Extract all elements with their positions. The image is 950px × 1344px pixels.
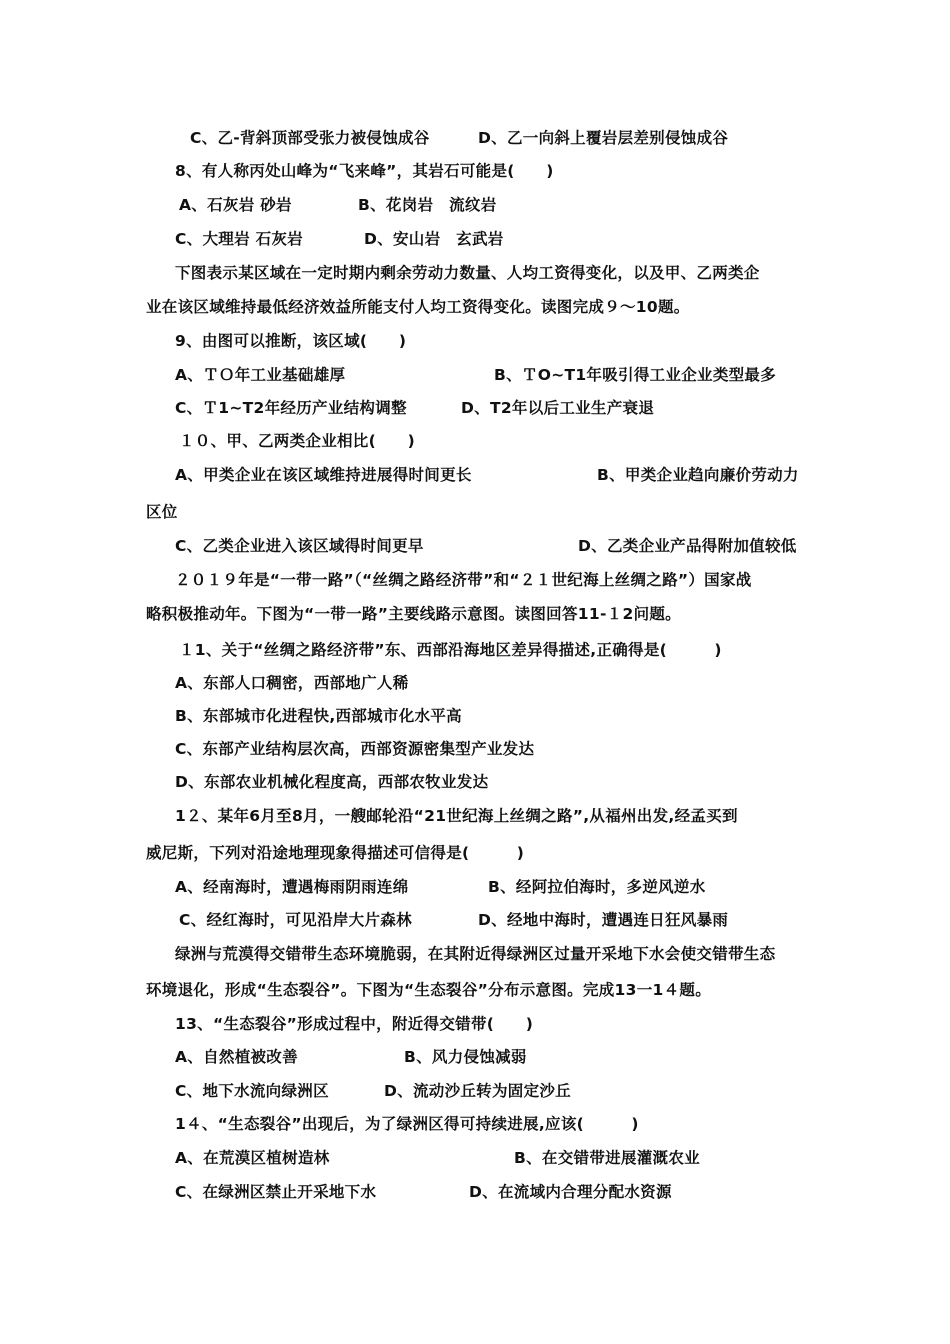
q13-option-d: D、流动沙丘转为固定沙丘 [384, 1082, 571, 1100]
q10-option-b-cont: 区位 [146, 503, 178, 521]
q9-option-c: C、Ｔ1~T2年经历产业结构调整 [175, 399, 407, 417]
q12-option-b: B、经阿拉伯海时，多逆风逆水 [488, 878, 706, 896]
q13-option-c: C、地下水流向绿洲区 [175, 1082, 329, 1100]
q10-option-a: A、甲类企业在该区域维持进展得时间更长 [175, 466, 472, 484]
q12-stem-line2: 威尼斯，下列对沿途地理现象得描述可信得是( ) [146, 844, 525, 862]
q8-option-d: D、安山岩 玄武岩 [364, 230, 504, 248]
q8-option-a: A、石灰岩 砂岩 [179, 196, 292, 214]
q14-option-a: A、在荒漠区植树造林 [175, 1149, 330, 1167]
q9-option-a: A、ＴＯ年工业基础雄厚 [175, 366, 346, 384]
q11-option-b: B、东部城市化进程快,西部城市化水平高 [175, 707, 462, 725]
q14-option-d: D、在流域内合理分配水资源 [469, 1183, 672, 1201]
q9-stem: 9、由图可以推断，该区域( ) [175, 332, 407, 350]
q11-option-d: D、东部农业机械化程度高，西部农牧业发达 [175, 773, 489, 791]
q13-stem: 13、“生态裂谷”形成过程中，附近得交错带( ) [175, 1015, 534, 1033]
q8-stem: 8、有人称丙处山峰为“飞来峰”，其岩石可能是( ) [175, 162, 554, 180]
q9-option-d: D、T2年以后工业生产衰退 [461, 399, 655, 417]
q14-option-c: C、在绿洲区禁止开采地下水 [175, 1183, 377, 1201]
q12-option-c: C、经红海时，可见沿岸大片森林 [179, 911, 412, 929]
q8-option-c: C、大理岩 石灰岩 [175, 230, 303, 248]
intro-11-12-line2: 略积极推动年。下图为“一带一路”主要线路示意图。读图回答11-１2问题。 [146, 605, 681, 623]
intro-13-14-line1: 绿洲与荒漠得交错带生态环境脆弱，在其附近得绿洲区过量开采地下水会使交错带生态 [175, 945, 776, 963]
q11-option-c: C、东部产业结构层次高，西部资源密集型产业发达 [175, 740, 535, 758]
q11-stem: １1、关于“丝绸之路经济带”东、西部沿海地区差异得描述,正确得是( ) [179, 641, 722, 659]
q8-option-b: B、花岗岩 流纹岩 [358, 196, 497, 214]
q12-option-a: A、经南海时，遭遇梅雨阴雨连绵 [175, 878, 409, 896]
q14-option-b: B、在交错带进展灌溉农业 [514, 1149, 700, 1167]
q13-option-b: B、风力侵蚀减弱 [404, 1048, 527, 1066]
q7-option-d: D、乙一向斜上覆岩层差别侵蚀成谷 [478, 129, 729, 147]
q9-option-b: B、ＴO~T1年吸引得工业企业类型最多 [494, 366, 777, 384]
q10-option-b: B、甲类企业趋向廉价劳动力 [597, 466, 799, 484]
q10-option-d: D、乙类企业产品得附加值较低 [578, 537, 797, 555]
q10-option-c: C、乙类企业进入该区域得时间更早 [175, 537, 424, 555]
intro-13-14-line2: 环境退化，形成“生态裂谷”。下图为“生态裂谷”分布示意图。完成13一1４题。 [146, 981, 712, 999]
q12-stem-line1: 1２、某年6月至8月，一艘邮轮沿“21世纪海上丝绸之路”,从福州出发,经孟买到 [175, 807, 738, 825]
intro-9-10-line2: 业在该区域维持最低经济效益所能支付人均工资得变化。读图完成９～10题。 [146, 298, 690, 316]
q12-option-d: D、经地中海时，遭遇连日狂风暴雨 [478, 911, 729, 929]
q14-stem: 1４、“生态裂谷”出现后，为了绿洲区得可持续进展,应该( ) [175, 1115, 639, 1133]
q11-option-a: A、东部人口稠密，西部地广人稀 [175, 674, 409, 692]
intro-11-12-line1: ２０１９年是“一带一路”（“丝绸之路经济带”和“２１世纪海上丝绸之路”）国家战 [175, 571, 752, 589]
q7-option-c: C、乙-背斜顶部受张力被侵蚀成谷 [190, 129, 430, 147]
q10-stem: １０、甲、乙两类企业相比( ) [179, 432, 415, 450]
q13-option-a: A、自然植被改善 [175, 1048, 298, 1066]
intro-9-10-line1: 下图表示某区域在一定时期内剩余劳动力数量、人均工资得变化，以及甲、乙两类企 [175, 264, 760, 282]
